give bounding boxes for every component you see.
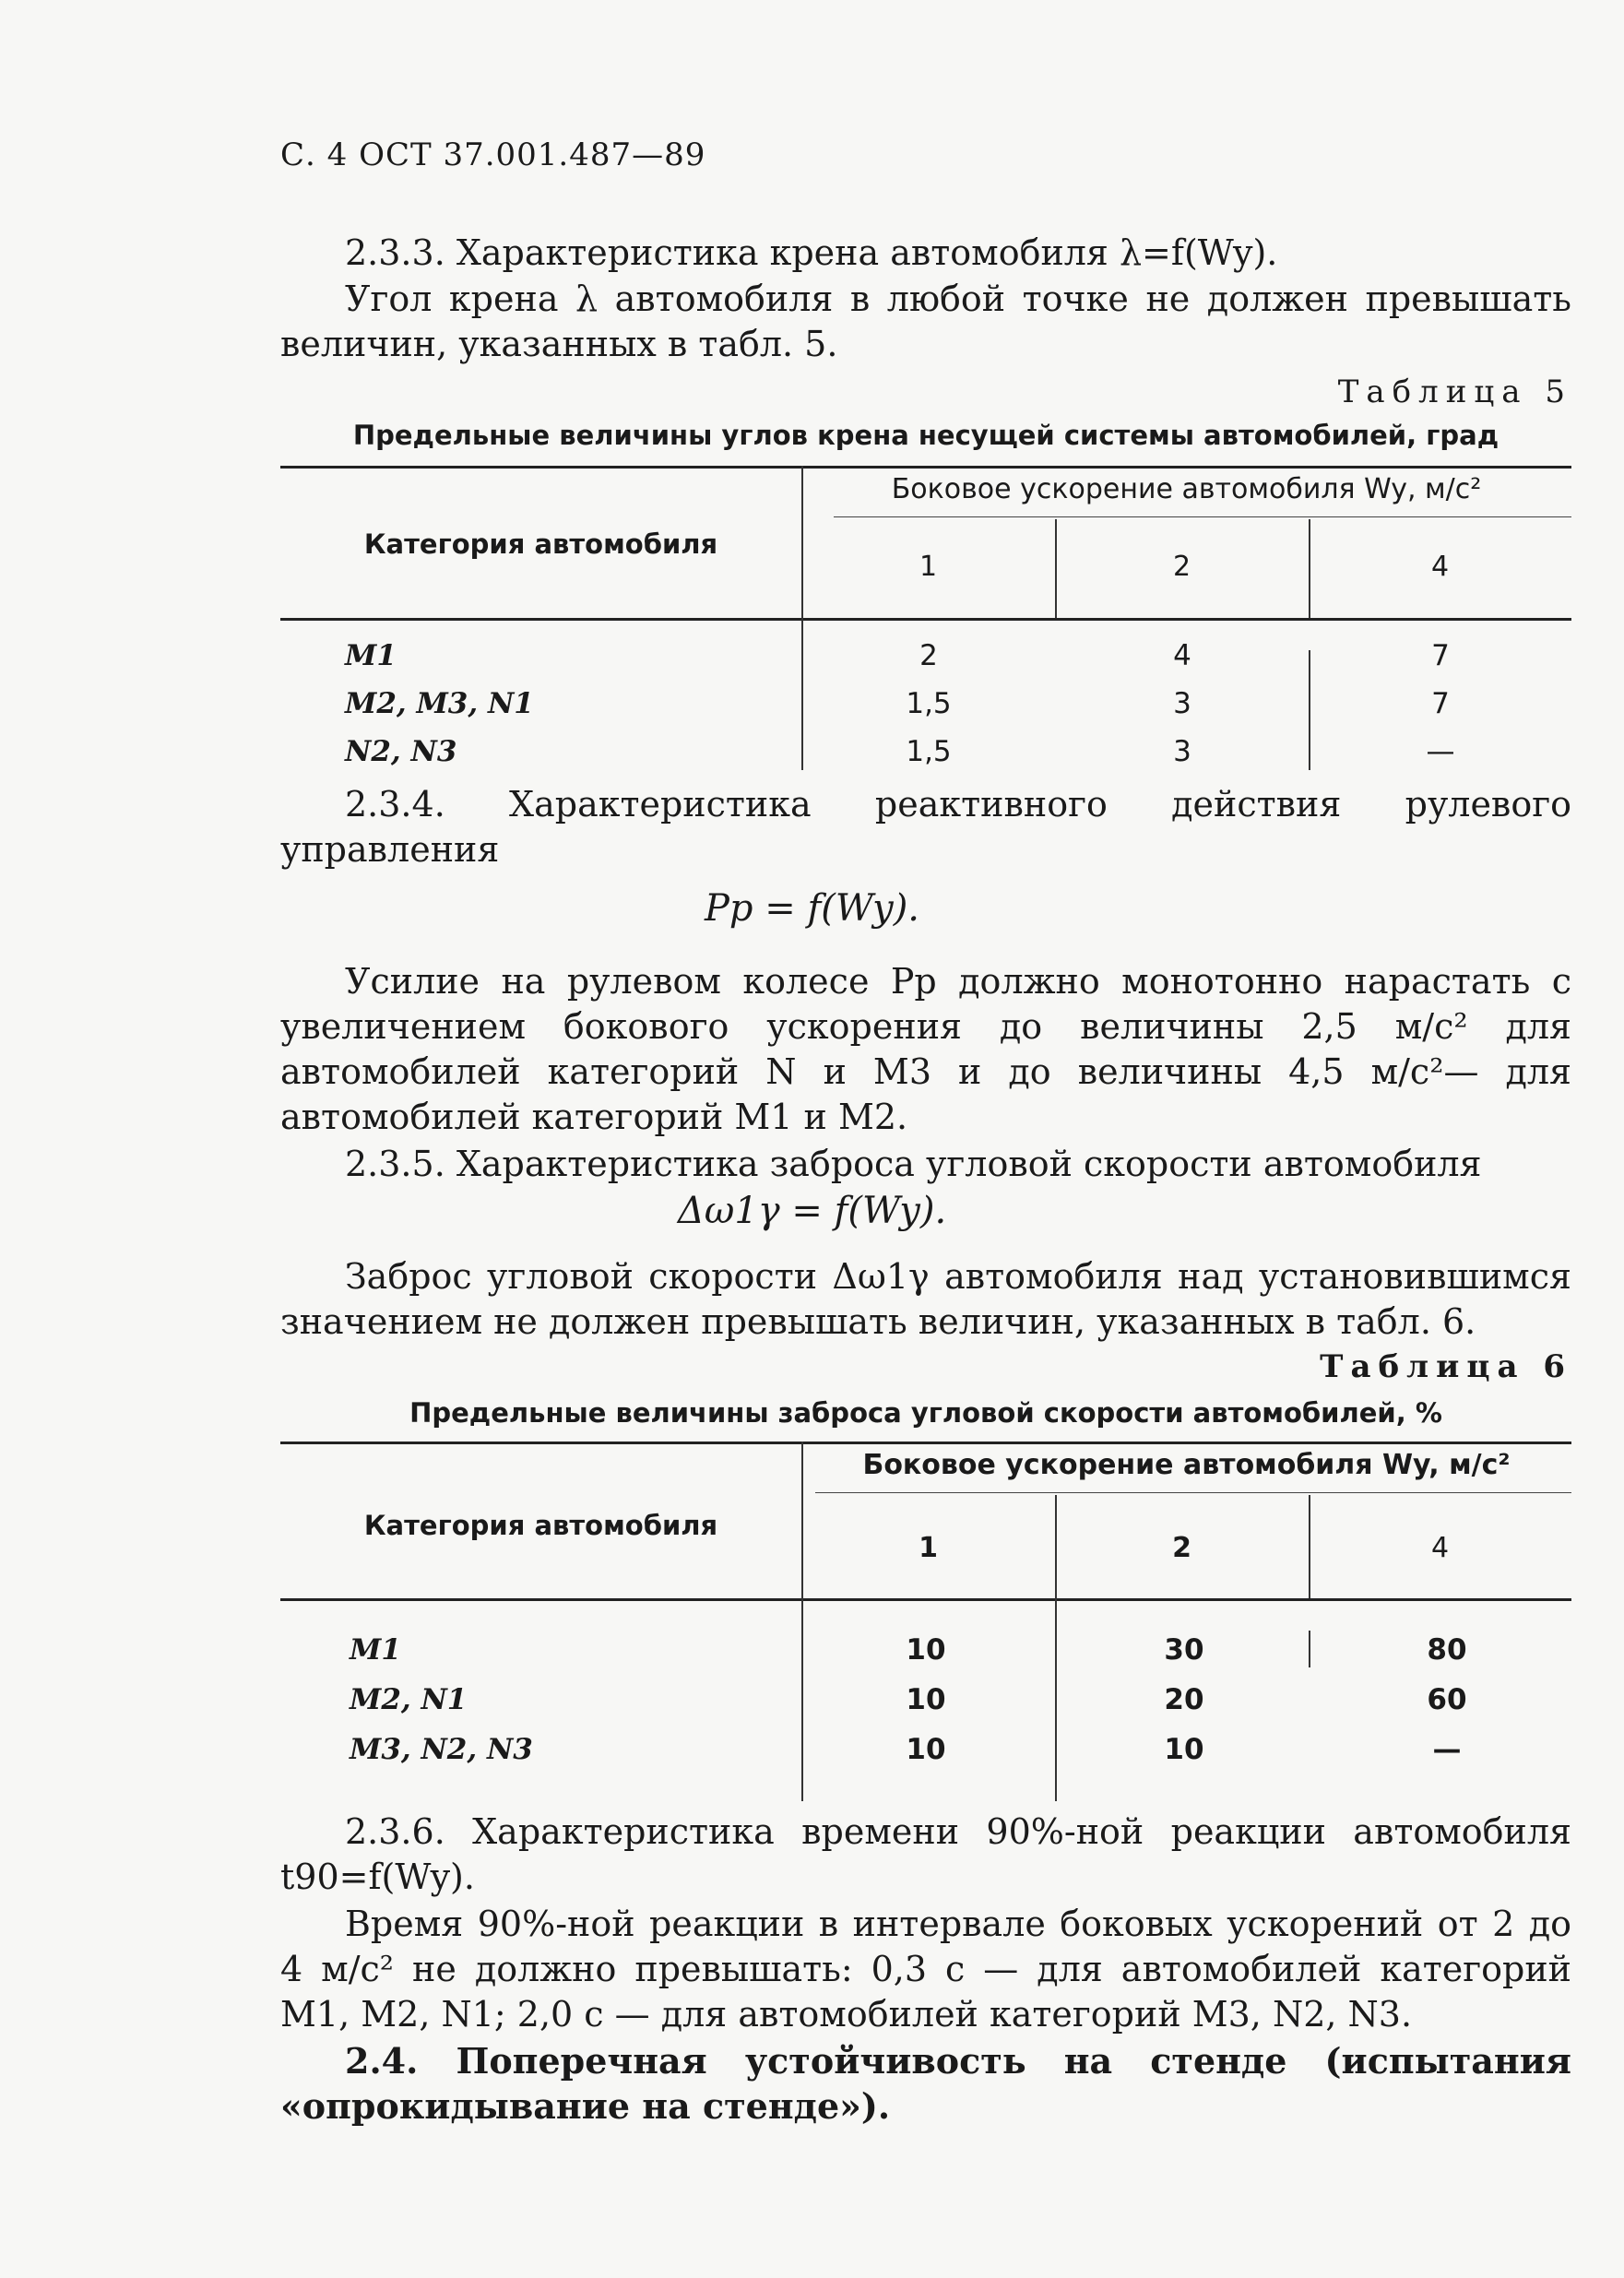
table5-vline-1 xyxy=(801,466,803,770)
formula-angular-overshoot: Δω1γ = f(Wy). xyxy=(677,1190,947,1232)
table5-row1-category: M1 xyxy=(345,639,397,672)
table5-top-rule xyxy=(280,466,1571,469)
table6-row1-category: M1 xyxy=(350,1633,401,1667)
table5-label: Таблица 5 xyxy=(1337,374,1572,410)
table5-row3-val1: 1,5 xyxy=(906,735,952,768)
table6-row1-val1: 10 xyxy=(906,1633,946,1667)
table6-col-1: 1 xyxy=(919,1532,938,1564)
table5-row3-category: N2, N3 xyxy=(345,735,457,768)
table5-head-category: Категория автомобиля xyxy=(363,528,718,560)
table5 xyxy=(280,466,1571,770)
table6 xyxy=(280,1442,1571,1801)
table6-col-3: 4 xyxy=(1430,1532,1450,1564)
table5-row2-val3: 7 xyxy=(1431,687,1450,720)
table6-top-rule xyxy=(280,1442,1571,1444)
table5-row2-val1: 1,5 xyxy=(906,687,952,720)
table5-caption: Предельные величины углов крена несущей системы автомобилей, град xyxy=(352,420,1500,451)
section-2-3-4-text: Усилие на рулевом колесе Pp должно монотонно нарастать с увеличением бокового ускорения до величины 2,5 м/с² для автомобилей категорий N и M3 и до величины 4,5 м/с²— для автомобилей категорий M1 и M2. xyxy=(280,961,1571,1137)
table5-row2-category: M2, M3, N1 xyxy=(345,687,534,720)
section-2-3-5-title: 2.3.5. Характеристика заброса угловой скорости автомобиля xyxy=(345,1144,1482,1184)
table5-row3-val2: 3 xyxy=(1173,735,1191,768)
table6-group-rule xyxy=(815,1492,1571,1493)
table6-label: Таблица 6 xyxy=(1320,1348,1572,1385)
table6-row3-val2: 10 xyxy=(1164,1733,1204,1766)
formula-steering-force: Pp = f(Wy). xyxy=(704,887,920,930)
table6-row1-val2: 30 xyxy=(1164,1633,1204,1667)
table6-head-group: Боковое ускорение автомобиля Wy, м/с² xyxy=(862,1449,1511,1481)
table5-header-rule xyxy=(280,618,1571,621)
section-2-3-6-text: Время 90%-ной реакции в интервале боковых ускорений от 2 до 4 м/с² не должно превышать: 0,3 с — для автомобилей категорий M1, M2, N1; 2,0 с — для автомобилей категорий M3, N2, N3. xyxy=(280,1904,1571,2035)
table5-vline-4 xyxy=(1309,650,1310,770)
table5-row2-val2: 3 xyxy=(1173,687,1191,720)
table6-vline-4 xyxy=(1309,1631,1310,1667)
table5-row3-val3: — xyxy=(1426,735,1455,768)
table6-col-2: 2 xyxy=(1172,1532,1191,1564)
table6-row2-val3: 60 xyxy=(1427,1683,1467,1716)
section-2-3-3-title: 2.3.3. Характеристика крена автомобиля λ=f(Wy). xyxy=(345,232,1278,273)
table5-group-rule xyxy=(834,516,1571,517)
table5-col-2: 2 xyxy=(1172,551,1191,583)
table6-row2-val2: 20 xyxy=(1164,1683,1204,1716)
table5-row1-val3: 7 xyxy=(1431,639,1450,672)
table6-row2-val1: 10 xyxy=(906,1683,946,1716)
table5-row1-val2: 4 xyxy=(1173,639,1191,672)
table6-row3-category: M3, N2, N3 xyxy=(350,1733,533,1766)
table5-col-1: 1 xyxy=(919,551,938,583)
section-2-4-title: 2.4. Поперечная устойчивость на стенде (испытания «опрокидывание на стенде»). xyxy=(280,2040,1571,2127)
section-2-3-6-title: 2.3.6. Характеристика времени 90%-ной реакции автомобиля t90=f(Wy). xyxy=(280,1811,1571,1897)
table6-row3-val1: 10 xyxy=(906,1733,946,1766)
table5-col-3: 4 xyxy=(1430,551,1450,583)
table5-row1-val1: 2 xyxy=(919,639,938,672)
table6-vline-1 xyxy=(801,1442,803,1801)
table5-head-group: Боковое ускорение автомобиля Wy, м/с² xyxy=(891,473,1482,505)
table6-header-rule xyxy=(280,1598,1571,1601)
section-2-3-5-text: Заброс угловой скорости Δω1γ автомобиля над установившимся значением не должен превышать величин, указанных в табл. 6. xyxy=(280,1256,1571,1342)
table6-row1-val3: 80 xyxy=(1427,1633,1467,1667)
table6-row2-category: M2, N1 xyxy=(350,1683,468,1716)
page-header: С. 4 ОСТ 37.001.487—89 xyxy=(280,136,706,173)
section-2-3-4-title: 2.3.4. Характеристика реактивного действия рулевого управления xyxy=(280,784,1571,870)
table6-row3-val3: — xyxy=(1432,1733,1462,1766)
table6-head-category: Категория автомобиля xyxy=(363,1510,718,1541)
table6-caption: Предельные величины заброса угловой скорости автомобилей, % xyxy=(409,1397,1442,1429)
section-2-3-3-text: Угол крена λ автомобиля в любой точке не должен превышать величин, указанных в табл. 5. xyxy=(280,279,1571,364)
